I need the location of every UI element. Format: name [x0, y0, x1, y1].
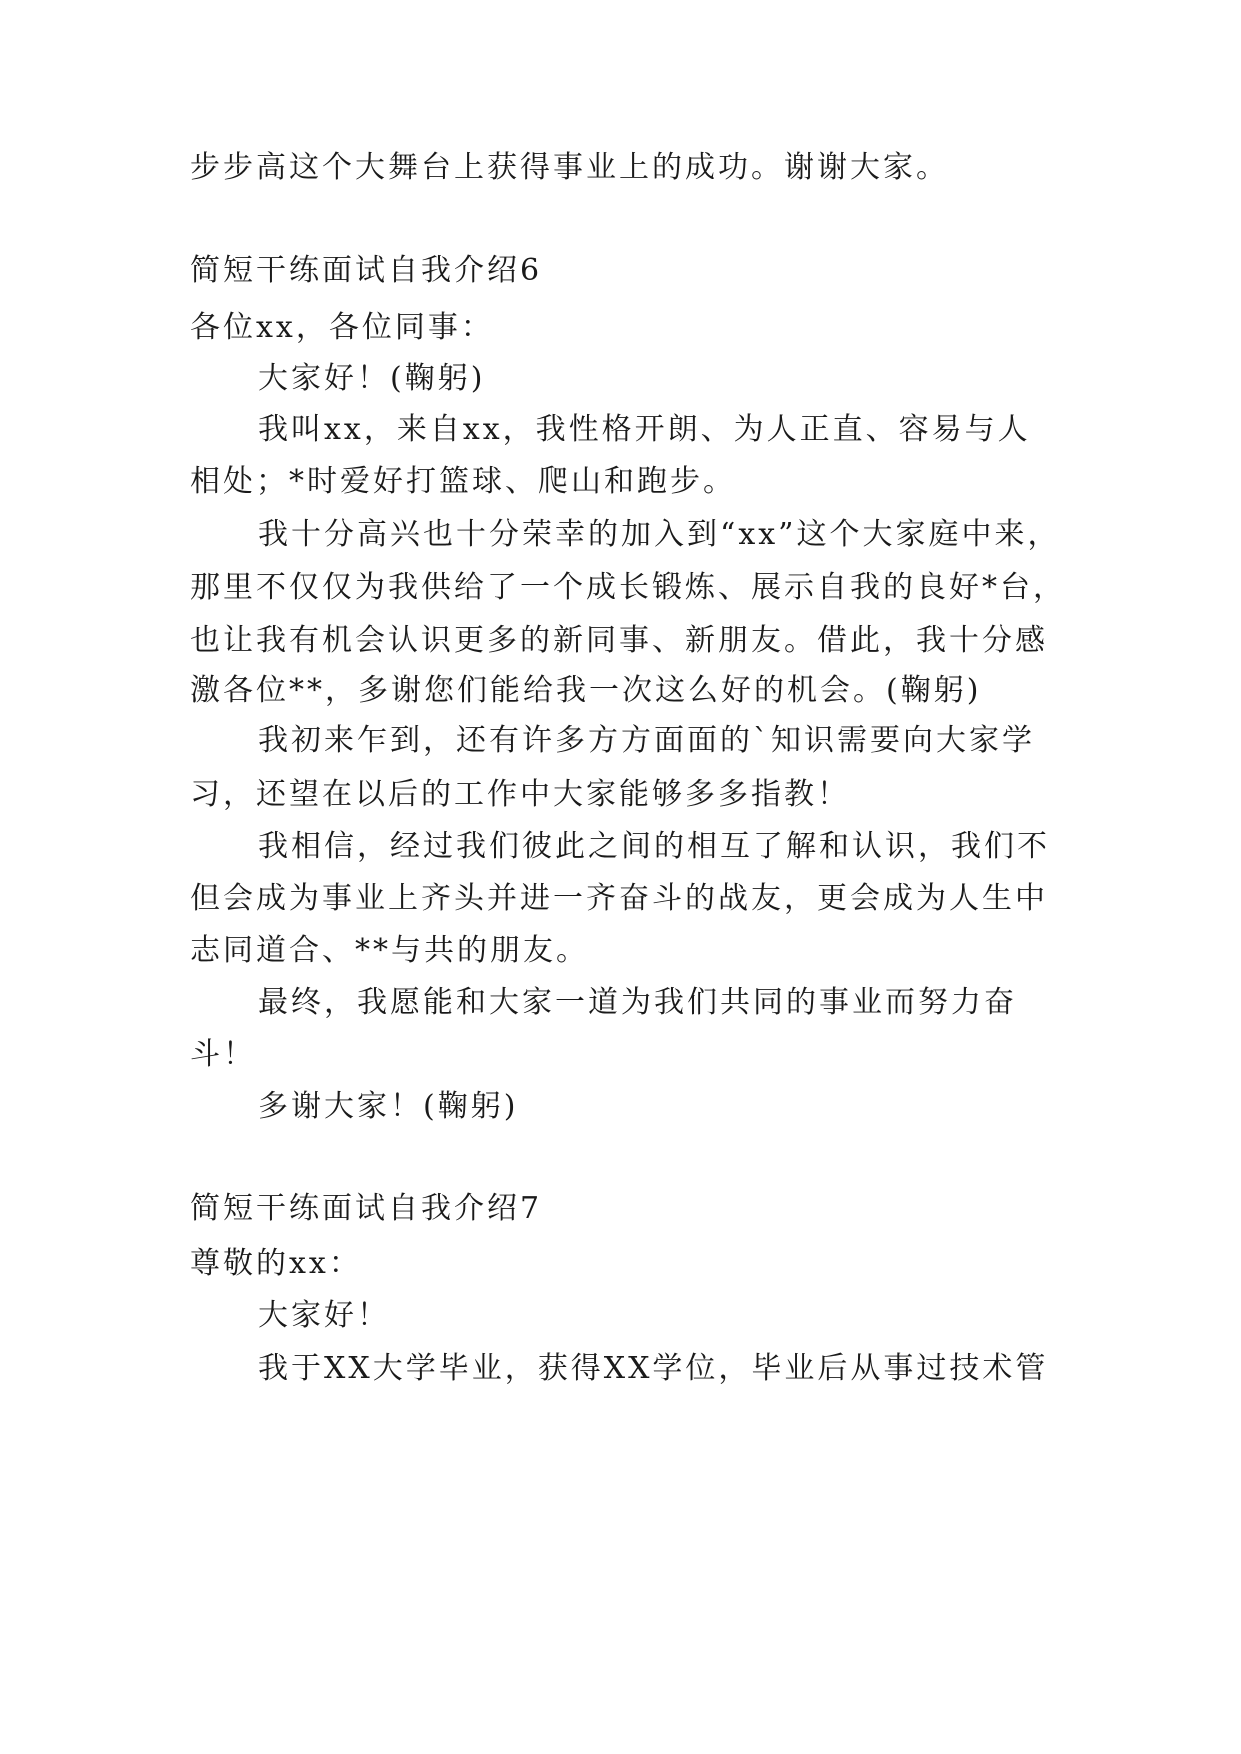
paragraph-line: 我相信，经过我们彼此之间的相互了解和认识，我们不 [258, 829, 1050, 864]
greeting: 大家好！ [258, 1298, 390, 1333]
paragraph-line: 也让我有机会认识更多的新同事、新朋友。借此，我十分感 [190, 623, 1048, 658]
paragraph-line: 斗！ [190, 1037, 256, 1072]
closing-line: 多谢大家！(鞠躬) [258, 1089, 519, 1124]
paragraph-line: 我叫xx，来自xx，我性格开朗、为人正直、容易与人 [258, 412, 1031, 447]
paragraph-line: 我十分高兴也十分荣幸的加入到“xx”这个大家庭中来， [258, 517, 1061, 552]
paragraph-line: 但会成为事业上齐头并进一齐奋斗的战友，更会成为人生中 [190, 881, 1048, 916]
salutation: 尊敬的xx： [190, 1246, 362, 1281]
section-heading: 简短干练面试自我介绍7 [190, 1191, 543, 1226]
paragraph-line: 我于XX大学毕业，获得XX学位，毕业后从事过技术管 [258, 1351, 1049, 1386]
salutation: 各位xx，各位同事： [190, 310, 494, 345]
paragraph-line: 最终，我愿能和大家一道为我们共同的事业而努力奋 [258, 985, 1017, 1020]
greeting: 大家好！(鞠躬) [258, 361, 486, 396]
paragraph-line: 习，还望在以后的工作中大家能够多多指教！ [190, 777, 850, 812]
paragraph-line: 我初来乍到，还有许多方方面面的`知识需要向大家学 [258, 723, 1035, 758]
section-heading: 简短干练面试自我介绍6 [190, 253, 543, 288]
text-line: 步步高这个大舞台上获得事业上的成功。谢谢大家。 [190, 150, 949, 185]
paragraph-line: 那里不仅仅为我供给了一个成长锻炼、展示自我的良好*台， [190, 570, 1066, 605]
paragraph-line: 激各位**，多谢您们能给我一次这么好的机会。(鞠躬) [190, 673, 982, 708]
paragraph-line: 志同道合、**与共的朋友。 [190, 933, 589, 968]
paragraph-line: 相处；*时爱好打篮球、爬山和跑步。 [190, 464, 736, 499]
